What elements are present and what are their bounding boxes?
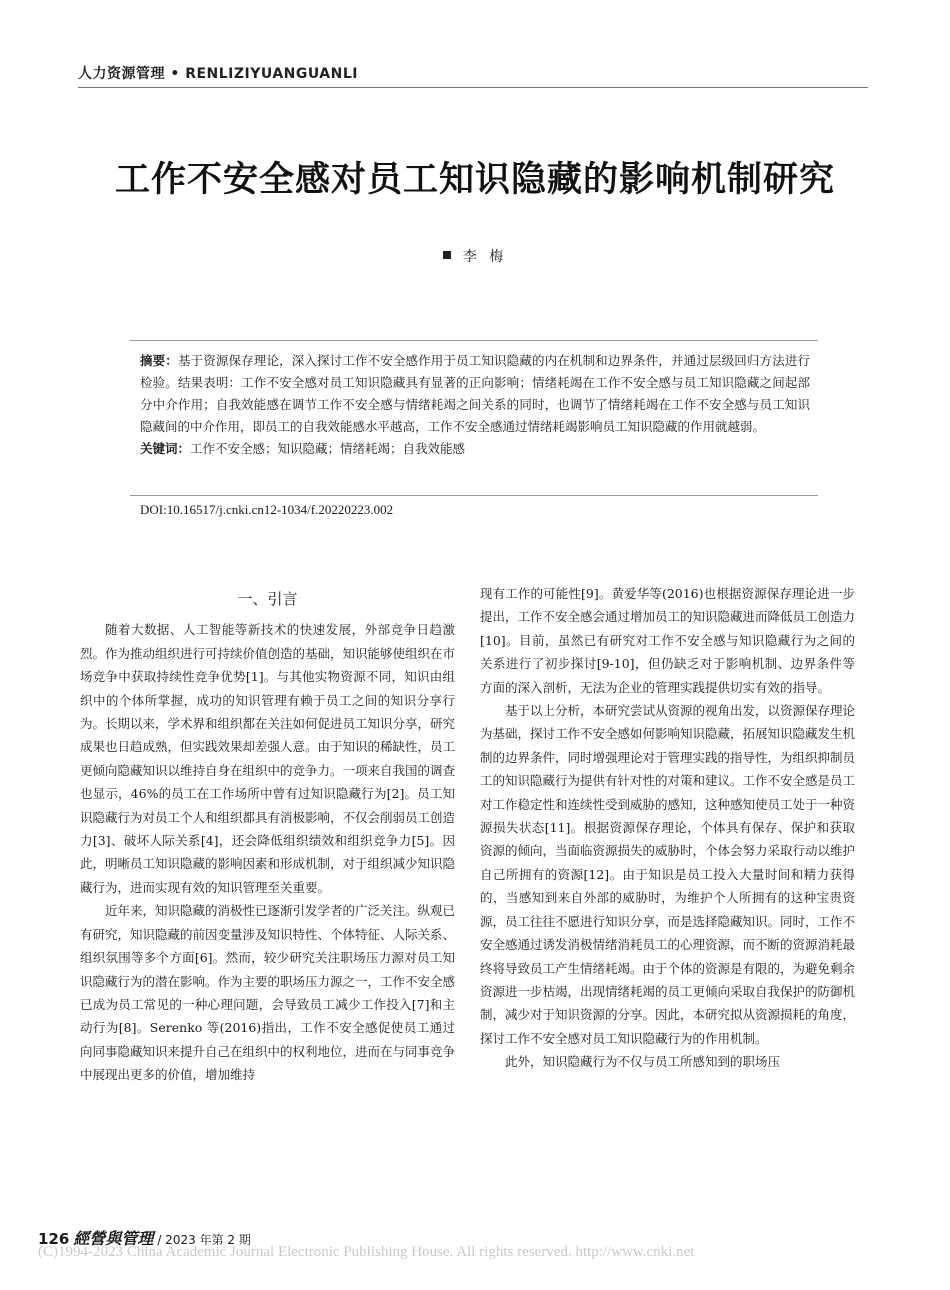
abstract-paragraph: [140, 350, 810, 438]
abstract-block: [140, 350, 810, 460]
body-paragraph: 基于以上分析，本研究尝试从资源的视角出发，以资源保存理论为基础，探讨工作不安全感如何影响知识隐藏，拓展知识隐藏发生机制的边界条件，同时增强理论对于管理实践的指导性，为组织抑制员工的知识隐藏行为提供有针对性的对策和建议。工作不安全感是员工对工作稳定性和连续性受到威胁的感知，这种感知使员工处于一种资源损失状态[11]。根据资源保存理论，个体具有保存、保护和获取资源的倾向，当面临资源损失的威胁时，个体会努力采取行动以维护自己所拥有的资源[12]。由于知识是员工投入大量时间和精力获得的，当感知到来自外部的威胁时，为维护个人所拥有的这种宝贵资源，员工往往不愿进行知识分享，而是选择隐藏知识。同时，工作不安全感通过诱发消极情绪消耗员工的心理资源，而不断的资源消耗最终将导致员工产生情绪耗竭。由于个体的资源是有限的，为避免剩余资源进一步枯竭，出现情绪耗竭的员工更倾向采取自我保护的防御机制，减少对于知识资源的分享。因此，本研究拟从资源损耗的角度，探讨工作不安全感对员工知识隐藏行为的作用机制。: [480, 703, 856, 1046]
abstract-top-rule: [130, 340, 818, 341]
doi: DOI:10.16517/j.cnki.cn12-1034/f.20220223.002: [140, 502, 394, 517]
journal-logo: 經營與管理: [73, 1229, 154, 1248]
abstract-text: 基于资源保存理论，深入探讨工作不安全感作用于员工知识隐藏的内在机制和边界条件，并通过层级回归方法进行检验。结果表明：工作不安全感对员工知识隐藏具有显著的正向影响；情绪耗竭在工作不安全感与员工知识隐藏之间起部分中介作用；自我效能感在调节工作不安全感与情绪耗竭之间关系的同时，也调节了情绪耗竭在工作不安全感与员工知识隐藏间的中介作用，即员工的自我效能感水平越高，工作不安全感通过情绪耗竭影响员工知识隐藏的作用就越弱。: [140, 353, 810, 434]
bullet-square-icon: [443, 251, 451, 259]
keywords-text: 工作不安全感；知识隐藏；情绪耗竭；自我效能感: [190, 441, 466, 456]
right-column: [480, 582, 855, 1074]
issue-info: / 2023 年第 2 期: [157, 1233, 251, 1247]
section-heading-introduction: 一、引言: [237, 590, 298, 608]
page-number: 126: [38, 1230, 70, 1248]
abstract-bottom-rule: [130, 495, 818, 496]
keywords-label: 关键词：: [140, 441, 191, 456]
body-paragraph: 近年来，知识隐藏的消极性已逐渐引发学者的广泛关注。纵观已有研究，知识隐藏的前因变量涉及知识特性、个体特征、人际关系、组织氛围等多个方面[6]。然而，较少研究关注职场压力源对员工知识隐藏行为的潜在影响。作为主要的职场压力源之一，工作不安全感已成为员工常见的一种心理问题，会导致员工减少工作投入[7]和主动行为[8]。Serenko 等(2016)指出，工作不安全感促使员工通过向同事隐藏知识来提升自己在组织中的权利地位，进而在与同事竞争中展现出更多的价值，增加维持: [80, 903, 456, 1083]
running-head: 人力资源管理 • RENLIZIYUANGUANLI: [78, 66, 358, 82]
author-line: [0, 246, 950, 266]
body-paragraph: 随着大数据、人工智能等新技术的快速发展，外部竞争日趋激烈。作为推动组织进行可持续价值创造的基础，知识能够使组织在市场竞争中获取持续性竞争优势[1]。与其他实物资源不同，知识由组织中的个体所掌握，成功的知识管理有赖于员工之间的知识分享行为。长期以来，学术界和组织都在关注如何促进员工知识分享，研究成果也日趋成熟，但实践效果却差强人意。由于知识的稀缺性，员工更倾向隐藏知识以维持自身在组织中的竞争力。一项来自我国的调查也显示，46%的员工在工作场所中曾有过知识隐藏行为[2]。员工知识隐藏行为对员工个人和组织都具有消极影响，不仅会削弱员工创造力[3]、破坏人际关系[4]，还会降低组织绩效和组织竞争力[5]。因此，明晰员工知识隐藏的影响因素和形成机制，对于组织减少知识隐藏行为，进而实现有效的知识管理至关重要。: [80, 622, 456, 895]
author-name: 李 梅: [462, 249, 508, 265]
article-title: 工作不安全感对员工知识隐藏的影响机制研究: [114, 160, 835, 200]
left-column: [80, 582, 455, 1087]
keywords-paragraph: [140, 438, 810, 460]
abstract-label: 摘要：: [140, 353, 178, 368]
body-paragraph: 现有工作的可能性[9]。黄爱华等(2016)也根据资源保存理论进一步提出，工作不安全感会通过增加员工的知识隐藏进而降低员工创造力[10]。目前，虽然已有研究对工作不安全感与知识隐藏行为之间的关系进行了初步探讨[9-10]，但仍缺乏对于影响机制、边界条件等方面的深入剖析，无法为企业的管理实践提供切实有效的指导。: [480, 586, 856, 695]
copyright-watermark: (C)1994-2023 China Academic Journal Electronic Publishing House. All rights reserved. http://www.cnki.net: [38, 1244, 695, 1260]
header-divider: [78, 87, 868, 88]
body-paragraph: 此外，知识隐藏行为不仅与员工所感知到的职场压: [505, 1054, 781, 1070]
